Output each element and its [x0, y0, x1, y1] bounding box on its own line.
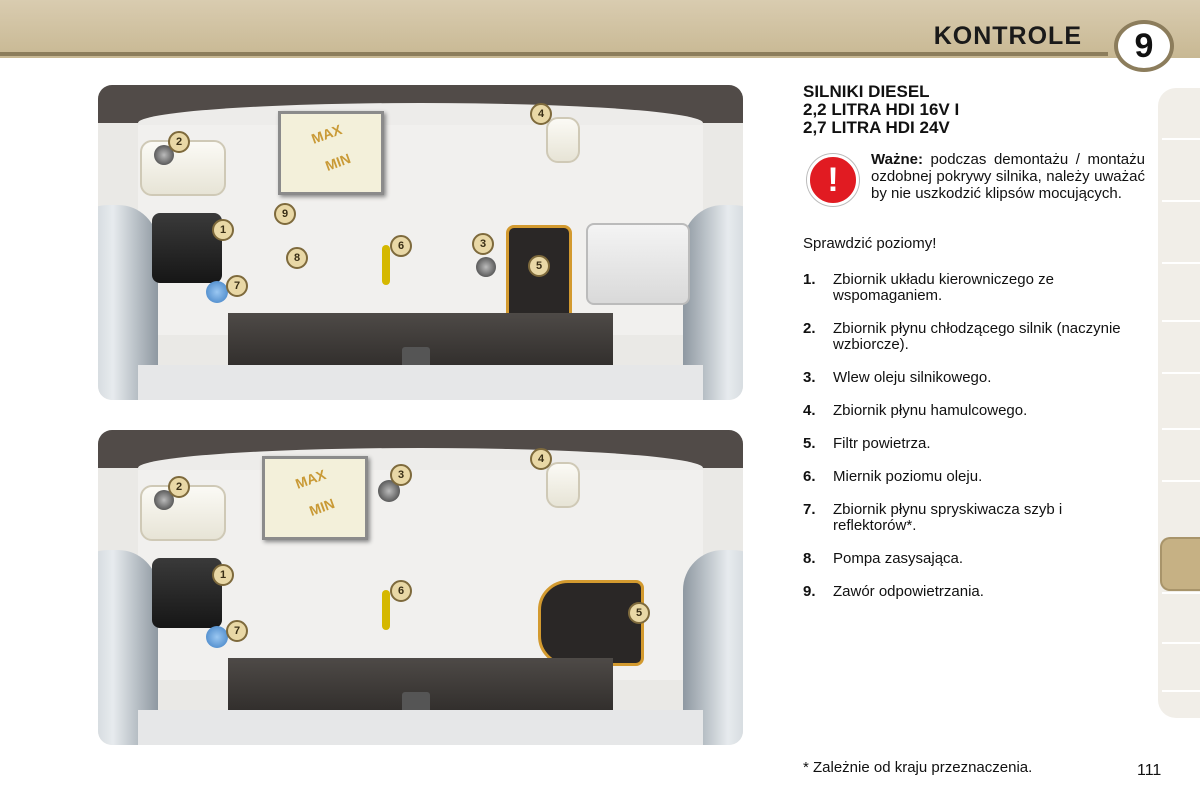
tab-divider [1162, 642, 1200, 644]
tab-divider [1162, 592, 1200, 594]
callout: 3 [390, 464, 412, 486]
min-mark: MIN [307, 495, 337, 519]
callout: 8 [286, 247, 308, 269]
engine-cover [586, 223, 690, 305]
callout: 6 [390, 580, 412, 602]
washer-cap [206, 281, 228, 303]
list-item [803, 551, 1148, 567]
warning-text [871, 151, 1145, 202]
item-text: Wlew oleju silnikowego. [833, 369, 992, 386]
item-text: Zbiornik płynu hamulcowego. [833, 402, 1028, 419]
steering-fluid-reservoir [152, 558, 222, 628]
item-number: 4. [803, 402, 816, 419]
callout: 7 [226, 620, 248, 642]
item-number: 5. [803, 435, 816, 452]
list-item [803, 272, 1148, 304]
component-list [803, 272, 1148, 600]
header-rule [0, 52, 1108, 56]
item-number: 9. [803, 583, 816, 600]
item-text: Miernik poziomu oleju. [833, 468, 983, 485]
item-text: Zawór odpowietrzania. [833, 583, 984, 600]
footnote: * Zależnie od kraju przeznaczenia. [803, 759, 1033, 776]
text-column [803, 83, 1148, 617]
brake-fluid-reservoir [546, 462, 580, 508]
max-mark: MAX [293, 466, 328, 492]
side-thumb-tabs [1158, 88, 1200, 718]
callout: 2 [168, 476, 190, 498]
tab-divider [1162, 200, 1200, 202]
front-bumper [138, 710, 703, 745]
callout: 7 [226, 275, 248, 297]
callout: 1 [212, 219, 234, 241]
section-heading-line-1: SILNIKI DIESEL [803, 82, 930, 101]
item-text: Zbiornik płynu chłodzącego silnik (naczynie wzbiorcze). [833, 320, 1121, 353]
warning-box [803, 151, 1148, 229]
oil-filler-cap [476, 257, 496, 277]
list-item [803, 370, 1148, 386]
front-bumper [138, 365, 703, 400]
engine-bay-illustration-bottom [98, 430, 743, 745]
callout: 5 [628, 602, 650, 624]
tab-divider [1162, 690, 1200, 692]
callout: 9 [274, 203, 296, 225]
item-number: 3. [803, 369, 816, 386]
level-inset [262, 456, 368, 540]
callout: 4 [530, 448, 552, 470]
active-chapter-tab[interactable] [1160, 537, 1200, 591]
item-number: 7. [803, 501, 816, 518]
tab-divider [1162, 372, 1200, 374]
washer-cap [206, 626, 228, 648]
callout: 1 [212, 564, 234, 586]
tab-divider [1162, 320, 1200, 322]
item-text: Pompa zasysająca. [833, 550, 964, 567]
callout: 4 [530, 103, 552, 125]
list-item [803, 321, 1148, 353]
chapter-title: KONTROLE [933, 22, 1082, 50]
item-number: 2. [803, 320, 816, 337]
section-heading-line-2: 2,2 LITRA HDI 16V I [803, 100, 960, 119]
item-number: 1. [803, 271, 816, 288]
brake-fluid-reservoir [546, 117, 580, 163]
tab-divider [1162, 138, 1200, 140]
callout: 3 [472, 233, 494, 255]
callout: 6 [390, 235, 412, 257]
min-mark: MIN [323, 150, 353, 174]
page-number: 111 [1137, 762, 1162, 779]
list-item [803, 436, 1148, 452]
tab-divider [1162, 428, 1200, 430]
list-item [803, 584, 1148, 600]
callout: 2 [168, 131, 190, 153]
warning-body: podczas demontażu / montażu ozdobnej pokrywy silnika, należy uważać by nie uszkodzić klipsów mocujących. [871, 151, 1145, 202]
oil-dipstick [382, 590, 390, 630]
air-filter [538, 580, 644, 666]
list-item [803, 403, 1148, 419]
list-item [803, 469, 1148, 485]
item-text: Zbiornik płynu spryskiwacza szyb i reflektorów*. [833, 501, 1063, 534]
item-number: 8. [803, 550, 816, 567]
level-inset [278, 111, 384, 195]
chapter-number-badge: 9 [1114, 20, 1174, 72]
oil-dipstick [382, 245, 390, 285]
steering-fluid-reservoir [152, 213, 222, 283]
engine-bay-illustration-top [98, 85, 743, 400]
intro-text: Sprawdzić poziomy! [803, 235, 937, 252]
callout: 5 [528, 255, 550, 277]
tab-divider [1162, 480, 1200, 482]
max-mark: MAX [309, 121, 344, 147]
warning-label: Ważne: [871, 151, 923, 168]
item-number: 6. [803, 468, 816, 485]
section-heading-line-3: 2,7 LITRA HDI 24V [803, 118, 950, 137]
item-text: Filtr powietrza. [833, 435, 931, 452]
list-item [803, 502, 1148, 534]
item-text: Zbiornik układu kierowniczego ze wspomaganiem. [833, 271, 1054, 304]
exclamation-warning-icon: ! [807, 154, 859, 206]
tab-divider [1162, 262, 1200, 264]
